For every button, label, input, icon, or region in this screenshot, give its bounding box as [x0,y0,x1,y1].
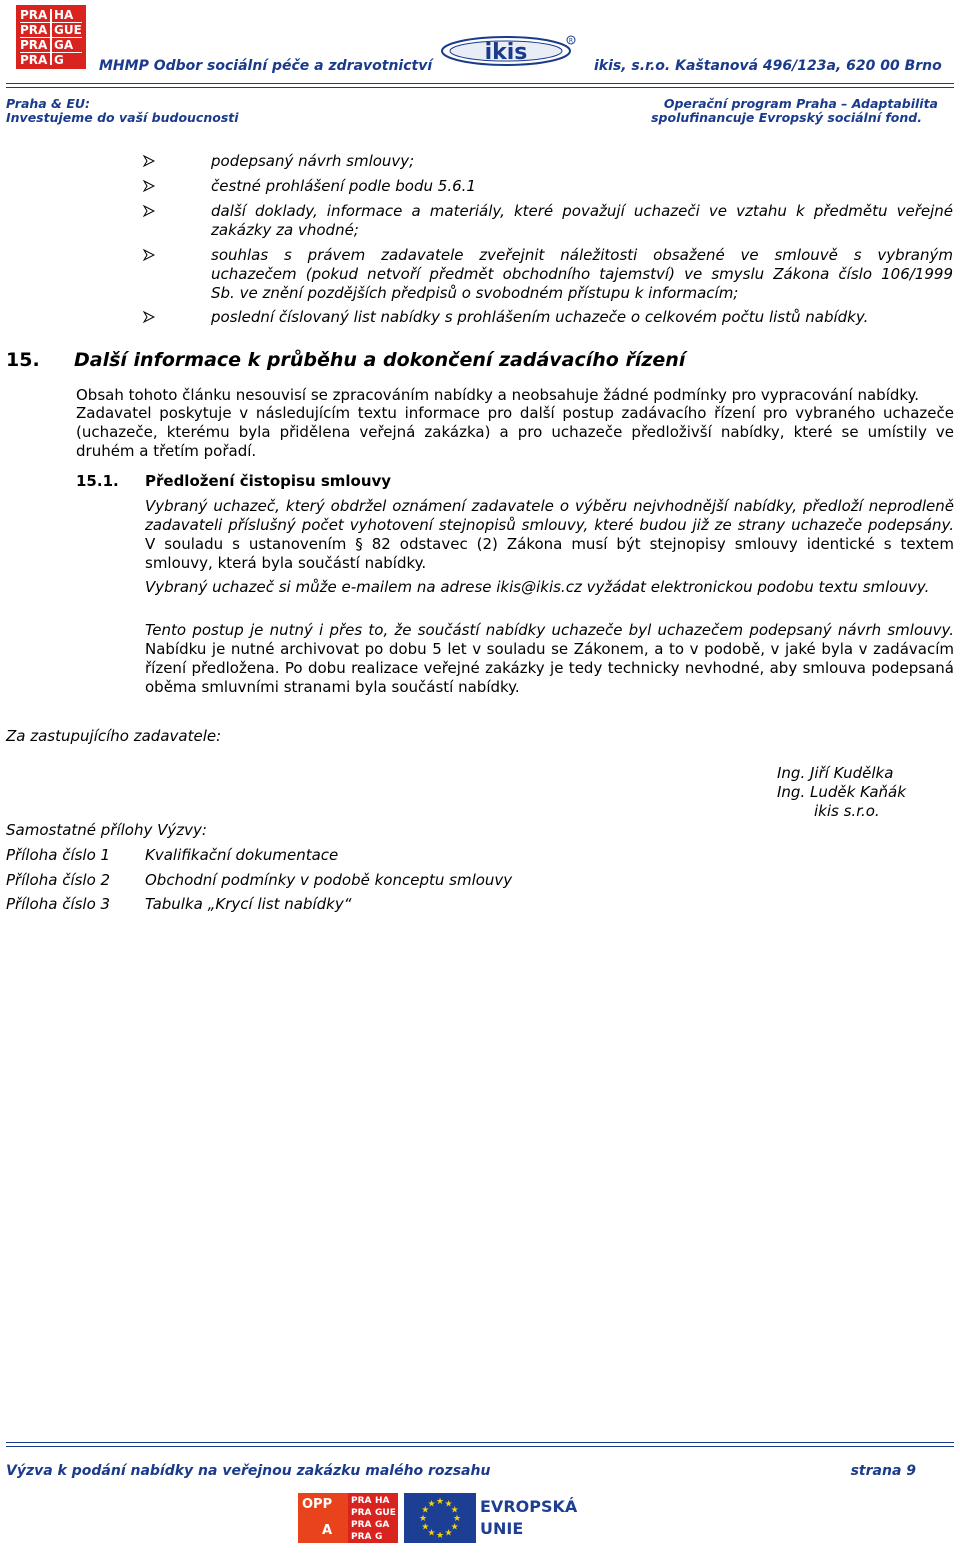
section-15-1-number: 15.1. [76,472,119,490]
attachment-text: Obchodní podmínky v podobě konceptu smlouvy [145,871,513,889]
eu-star-icon: ★ [450,1505,459,1516]
svg-text:R: R [568,37,574,45]
praha-logo-footer: PRA HA PRA GUE PRA GA PRA G [348,1493,398,1543]
ikis-logo [440,34,578,68]
eu-star-icon: ★ [427,1528,436,1539]
arrow-bullet-icon [143,205,157,219]
eu-star-icon: ★ [452,1514,462,1524]
header-rule [6,83,954,88]
section-15-heading: 15. Další informace k průběhu a dokončení zadávacího řízení [6,349,686,371]
footer-rule [6,1442,954,1447]
eu-flag-icon [404,1493,476,1543]
header-company: ikis, s.r.o. Kaštanová 496/123a, 620 00 Brno [594,58,942,74]
list-item: souhlas s právem zadavatele zveřejnit náležitosti obsažené ve smlouvě s vybraným uchazečem (pokud netvoří předmět obchodního tajemství) ve smyslu Zákona číslo 106/1999 Sb. ve znění pozdějších předpisů o svobodném přístupu k informacím; [211,246,953,302]
eu-star-icon: ★ [418,1514,428,1524]
footer-title: Výzva k podání nabídky na veřejnou zakázku malého rozsahu [6,1463,491,1479]
eu-star-icon: ★ [421,1522,430,1533]
praha-logo: PRA HA PRA GUE PRA GA PRA G [16,5,86,69]
eu-star-icon: ★ [427,1499,436,1510]
header-dept: MHMP Odbor sociální péče a zdravotnictví [99,58,433,74]
section-15-1-para3: Tento postup je nutný i přes to, že součástí nabídky uchazeče byl uchazečem podepsaný návrh smlouvy. Nabídku je nutné archivovat po dobu 5 let v souladu se Zákonem, a to v podobě, v jaké byla v zadávacím řízení předložena. Po dobu realizace veřejné zakázky je tedy technicky nevhodné, aby smlouva podepsaná oběma smluvními stranami byla součástí nabídky. [145,621,954,696]
svg-text:ikis: ikis [484,40,528,65]
section-15-1-para1: Vybraný uchazeč, který obdržel oznámení zadavatele o výběru nejvhodnější nabídky, předloží neprodleně zadavateli příslušný počet vyhotovení stejnopisů smlouvy, které budou již ze strany uchazeče podepsány. V souladu s ustanovením § 82 odstavec (2) Zákona musí být stejnopisy smlouvy identické s textem smlouvy, která byla součástí nabídky. [145,497,954,572]
header-right-line1: Operační program Praha – Adaptabilita [663,96,938,111]
eu-star-icon: ★ [435,1531,445,1541]
attachments-heading: Samostatné přílohy Výzvy: [6,821,207,839]
section-15-para1: Obsah tohoto článku nesouvisí se zpracováním nabídky a neobsahuje žádné podmínky pro vypracování nabídky. [76,386,920,404]
attachment-label: Příloha číslo 2 [6,871,111,889]
list-item: další doklady, informace a materiály, které považují uchazeči ve vztahu k předmětu veřejné zakázky za vhodné; [211,202,953,239]
section-15-1-para2: Vybraný uchazeč si může e-mailem na adrese ikis@ikis.cz vyžádat elektronickou podobu textu smlouvy. [145,578,930,596]
eu-star-icon: ★ [421,1505,430,1516]
header-left-line1: Praha & EU: [6,96,91,111]
arrow-bullet-icon [143,180,157,194]
list-item: čestné prohlášení podle bodu 5.6.1 [211,177,476,195]
attachment-text: Kvalifikační dokumentace [145,846,339,864]
attachment-label: Příloha číslo 1 [6,846,111,864]
arrow-bullet-icon [143,249,157,263]
list-item: poslední číslovaný list nabídky s prohlášením uchazeče o celkovém počtu listů nabídky. [211,308,869,326]
signature-name-1: Ing. Jiří Kudělka [777,764,894,782]
signature-company: ikis s.r.o. [814,802,880,820]
signature-label: Za zastupujícího zadavatele: [6,727,222,745]
eu-star-icon: ★ [435,1497,445,1507]
section-15-para2: Zadavatel poskytuje v následujícím textu informace pro další postup zadávacího řízení pro vybraného uchazeče (uchazeče, kterému byla přidělena veřejná zakázka) a pro uchazeče předloživší nabídky, které se umístily ve druhém a třetím pořadí. [76,404,954,460]
footer-page-number: strana 9 [850,1463,916,1479]
signature-name-2: Ing. Luděk Kaňák [777,783,906,801]
header-right-line2: spolufinancuje Evropský sociální fond. [651,110,922,125]
attachment-text: Tabulka „Krycí list nabídky“ [145,895,352,913]
opp-logo: OPP A [298,1493,370,1543]
list-item: podepsaný návrh smlouvy; [211,152,415,170]
arrow-bullet-icon [143,311,157,325]
eu-star-icon: ★ [444,1499,453,1510]
arrow-bullet-icon [143,155,157,169]
section-15-1-title: Předložení čistopisu smlouvy [145,472,392,490]
eu-star-icon: ★ [444,1528,453,1539]
eu-star-icon: ★ [450,1522,459,1533]
attachment-label: Příloha číslo 3 [6,895,111,913]
header-left-line2: Investujeme do vaší budoucnosti [6,110,239,125]
eu-logo-text: EVROPSKÁ UNIE [480,1497,578,1538]
